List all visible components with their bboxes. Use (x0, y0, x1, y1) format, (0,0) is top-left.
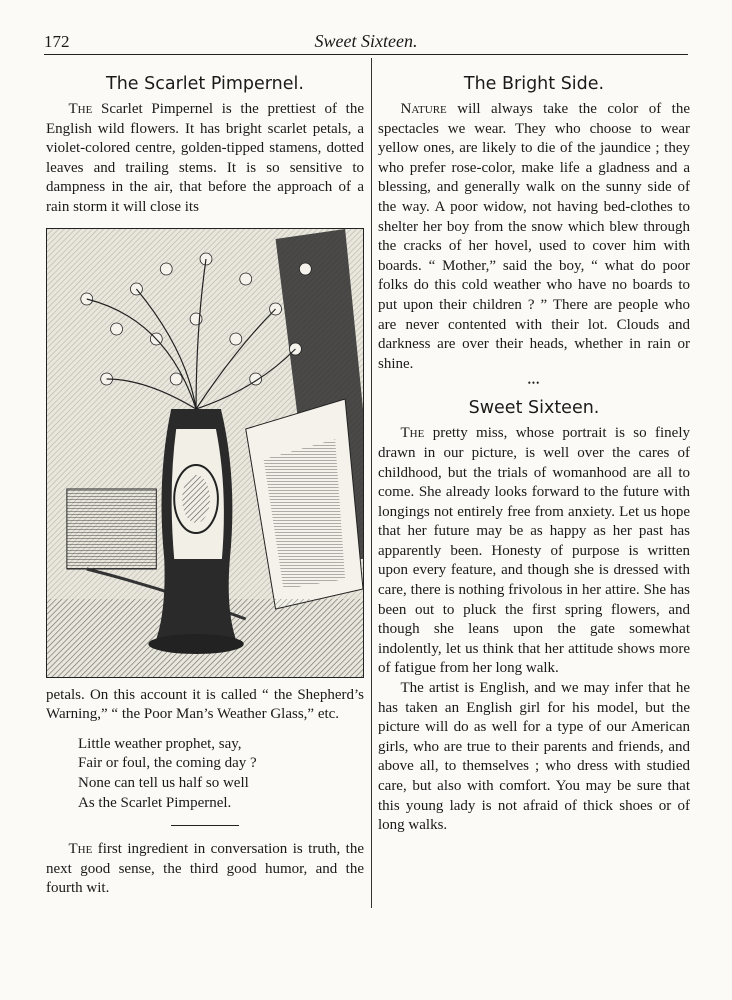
drop-lead: The (68, 841, 93, 858)
paragraph (46, 840, 364, 899)
poem (78, 735, 364, 813)
article-title-bright-side: The Bright Side. (463, 74, 605, 94)
page-header (44, 30, 688, 55)
column-divider (371, 58, 372, 908)
drop-lead: The (68, 101, 93, 117)
drop-lead: Nature (400, 101, 447, 117)
poem-line: None can tell us half so well (78, 774, 249, 791)
engraving-image (47, 229, 363, 677)
section-separator: ••• (527, 378, 541, 389)
poem-line: Fair or foul, the coming day ? (78, 755, 257, 772)
paragraph (378, 424, 690, 679)
paragraph-continued: petals. On this account it is called “ the Shepherd’s Warning,” “ the Poor Man’s Weather Glass,” etc. (46, 686, 364, 723)
article-title-scarlet-pimpernel: The Scarlet Pimpernel. (106, 74, 304, 94)
section-rule (171, 825, 239, 826)
paragraph (378, 100, 690, 374)
page-number: 172 (44, 32, 70, 51)
paragraph-text: Scarlet Pimpernel is the prettiest of the English wild flowers. It has bright scarlet petals, a violet-colored centre, golden-tipped stamens, dotted leaves and trailing stems. It is so sensitive to dampness in the air, that before the approach of a rain storm it will close its (46, 101, 364, 215)
paragraph (46, 100, 364, 218)
running-title: Sweet Sixteen. (314, 31, 418, 51)
left-column (46, 64, 364, 899)
paragraph-text: pretty miss, whose portrait is so finely drawn in our picture, is well over the cares of childhood, but the trials of womanhood are all to come. She already looks forward to the future with longings not entirely free from anxiety. Let us hope that her future may be as happy as her past has apparently been. Honesty of purpose is written upon every feature, and though she is dressed with care, there is nothing frivolous in her attire. She has been out to pluck the first spring flowers, and though she leans upon the gate somewhat indolently, let us think that her attitude shows more of fatigue from her long walk. (378, 425, 690, 677)
flower-vase-illustration (46, 228, 364, 678)
paragraph-text: first ingredient in conversation is truth, the next good sense, the third good humor, and the fourth wit. (46, 841, 364, 897)
article-title-sweet-sixteen: Sweet Sixteen. (468, 398, 600, 419)
right-column (378, 64, 690, 836)
poem-line: As the Scarlet Pimpernel. (78, 794, 232, 811)
poem-line: Little weather prophet, say, (78, 735, 242, 752)
paragraph: The artist is English, and we may infer that he has taken an English girl for his model, but the picture will do as well for a type of our American girls, who are true to their parents and friends, and above all, to themselves ; who dress with studied care, but also with comfort. You may be sure that this young lady is not afraid of thick shoes or of long walks. (378, 680, 690, 834)
drop-lead: The (400, 425, 425, 442)
paragraph-text: will always take the color of the spectacles we wear. They who choose to wear yellow ones, are likely to die of the jaundice ; they who prefer rose-color, make life a gladness and a blessing, and generally walk on the sunny side of the way. A poor widow, not having bed-clothes to shelter her boy from the snow which blew through the cracks of her hovel, used to cover him with boards. “ Mother,” said the boy, “ what do poor folks do this cold weather who have no boards to put upon their children ? ” There are people who are never contented with their lot. Clouds and darkness are over their heads, whether in rain or shine. (378, 101, 690, 372)
